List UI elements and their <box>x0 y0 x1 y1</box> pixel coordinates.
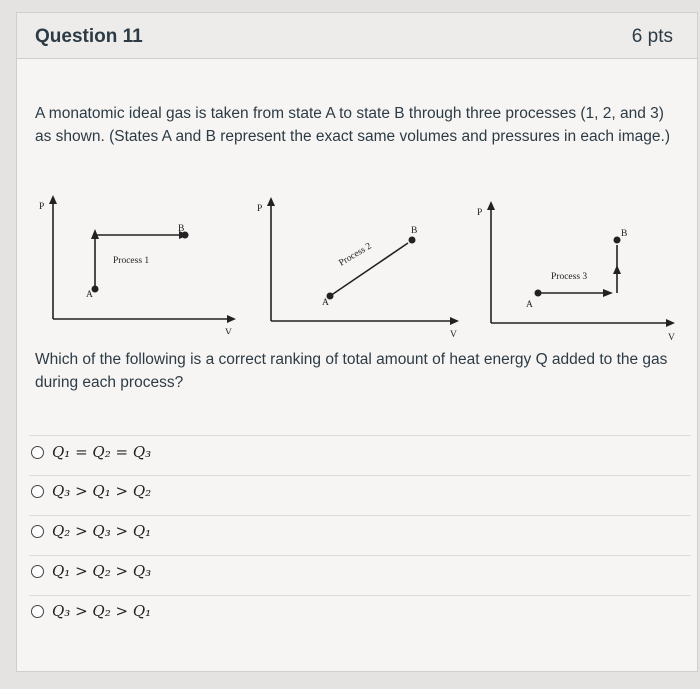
question-prompt: Which of the following is a correct ranking of total amount of heat energy Q added to the gas during each process? <box>35 351 668 391</box>
state-a-label: A <box>86 290 93 300</box>
answer-label: Q₁ = Q₂ = Q₃ <box>52 443 152 461</box>
radio-button[interactable] <box>31 446 44 459</box>
axis-label-v: V <box>668 333 675 343</box>
answer-label: Q₂ > Q₃ > Q₁ <box>52 522 152 540</box>
process-label: Process 2 <box>337 241 374 269</box>
radio-button[interactable] <box>31 525 44 538</box>
radio-button[interactable] <box>31 485 44 498</box>
state-b-label: B <box>621 229 628 239</box>
question-title: Question 11 <box>35 26 143 47</box>
axis-label-p: P <box>477 208 483 218</box>
answer-option-2[interactable] <box>31 476 371 506</box>
pv-graph-process-1 <box>35 189 245 334</box>
pv-graph-process-3 <box>475 195 690 345</box>
question-points: 6 pts <box>631 26 673 47</box>
answer-label: Q₃ > Q₁ > Q₂ <box>52 482 152 500</box>
state-a-label: A <box>526 300 533 310</box>
axis-label-v: V <box>450 330 457 340</box>
state-b-label: B <box>178 224 185 234</box>
process-label: Process 1 <box>113 256 150 266</box>
axis-label-p: P <box>257 204 263 214</box>
answer-label: Q₃ > Q₂ > Q₁ <box>52 602 152 620</box>
question-stem: A monatomic ideal gas is taken from state A to state B through three processes (1, 2, and 3) as shown. (States A and B represent the exact same volumes and pressures in each image.) <box>35 105 670 145</box>
axis-label-v: V <box>225 328 232 334</box>
answer-label: Q₁ > Q₂ > Q₃ <box>52 562 152 580</box>
state-a-label: A <box>322 298 329 308</box>
answer-option-3[interactable] <box>31 516 371 546</box>
divider <box>29 435 691 436</box>
axis-label-p: P <box>39 202 45 212</box>
state-b-label: B <box>411 226 418 236</box>
question-header <box>17 13 697 59</box>
radio-button[interactable] <box>31 565 44 578</box>
answer-option-5[interactable] <box>31 596 371 626</box>
answer-option-4[interactable] <box>31 556 371 586</box>
process-label: Process 3 <box>551 272 588 282</box>
answer-option-1[interactable] <box>31 437 371 467</box>
radio-button[interactable] <box>31 605 44 618</box>
pv-graph-process-2 <box>253 191 468 341</box>
question-card <box>16 12 698 672</box>
